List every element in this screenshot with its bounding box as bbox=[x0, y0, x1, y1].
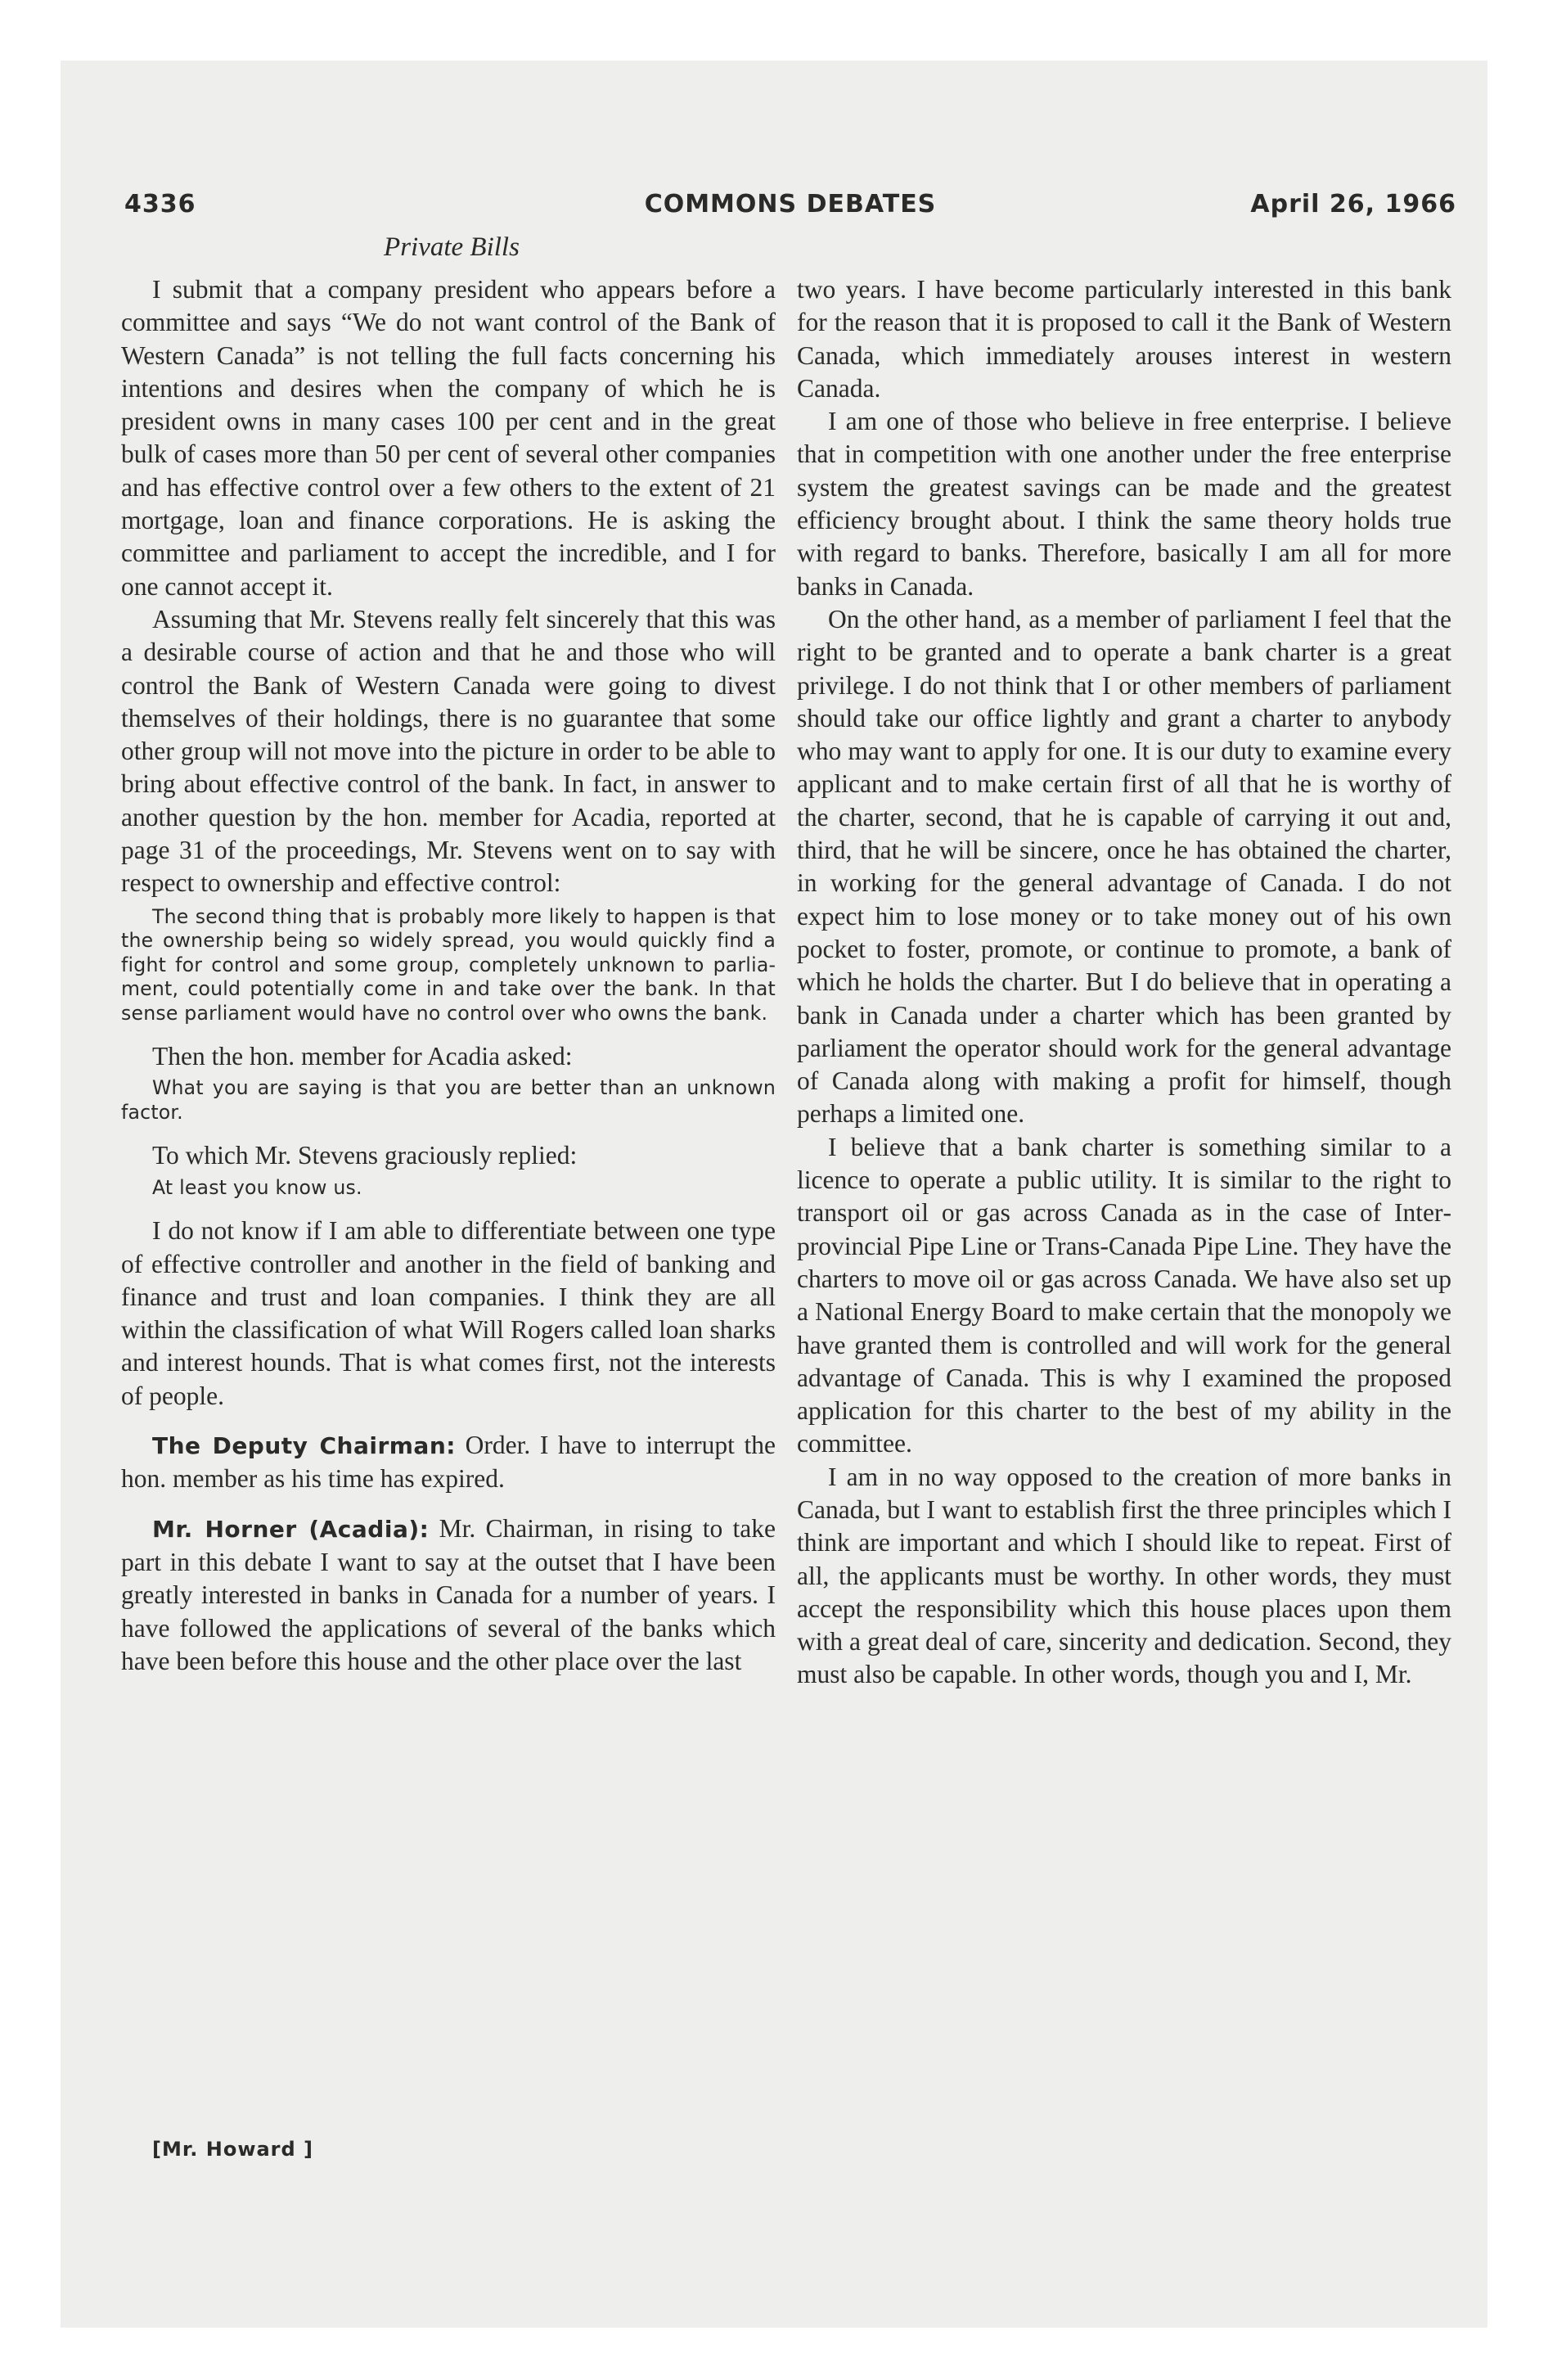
running-header bbox=[124, 190, 1456, 223]
block-quote: What you are saying is that you are better than an unknown factor. bbox=[121, 1076, 776, 1124]
block-quote: At least you know us. bbox=[152, 1175, 362, 1199]
paragraph: two years. I have become particularly interested in this bank for the reason that it is proposed to call it the Bank of Western Canada, which immediately arouses interest in western Canada. bbox=[797, 275, 1451, 403]
paragraph: I do not know if I am able to differentiate between one type of effective controller and another in the field of banking and finance and trust and loan companies. I think they are all within the classification of what Will Rogers called loan sharks and interest hounds. That is what comes first, not the interests of people. bbox=[121, 1216, 776, 1410]
section-title: Private Bills bbox=[384, 232, 520, 262]
paragraph: On the other hand, as a member of parliament I feel that the right to be granted and to operate a bank charter is a great privilege. I do not think that I or other members of parliament should take our office lightly and grant a charter to anybody who may want to apply for one. It is our duty to examine every applicant and to make certain first of all that he is worthy of the charter, second, that he is capable of carrying it out and, third, that he will be sincere, once he has obtained the charter, in working for the general advantage of Canada. I do not expect him to lose money or to take money out of his own pocket to foster, promote, or continue to promote, a bank of which he holds the charter. But I do believe that in operating a bank in Canada under a charter which has been granted by parliament the operator should work for the general advantage of Canada along with making a profit for himself, though perhaps a limited one. bbox=[797, 604, 1451, 1129]
right-column bbox=[797, 273, 1451, 1692]
paragraph: I am in no way opposed to the creation of more banks in Canada, but I want to establish first the three principles which I think are important and which I should like to repeat. First of all, the applicants must be worthy. In other words, they must accept the responsibility which this house places upon them with a great deal of care, sincerity and dedication. Second, they must also be capable. In other words, though you and I, Mr. bbox=[797, 1462, 1451, 1689]
paragraph: Then the hon. member for Acadia asked: bbox=[152, 1042, 573, 1071]
paragraph: I am one of those who believe in free enterprise. I believe that in competition with one another under the free enterprise system the greatest savings can be made and the greatest efficiency brought about. I think the same theory holds true with regard to banks. Therefore, basically I am all for more banks in Canada. bbox=[797, 407, 1451, 601]
paragraph: Assuming that Mr. Stevens really felt sincerely that this was a desirable course of action and that he and those who will control the Bank of Western Canada were going to divest themselves of their holdings, there is no guarantee that some other group will not move into the picture in order to be able to bring about effective control of the bank. In fact, in answer to another question by the hon. member for Acadia, reported at page 31 of the proceedings, Mr. Stevens went on to say with respect to ownership and effective control: bbox=[121, 604, 776, 898]
speaker-name: Mr. Horner (Acadia): bbox=[152, 1515, 430, 1543]
page-number: 4336 bbox=[124, 190, 196, 219]
block-quote: The second thing that is probably more likely to happen is that the ownership being so widely spread, you would quickly find a fight for control and some group, completely unknown to parliament, could potentially come in and take over the bank. In that sense parliament would have no control over who owns the bank. bbox=[121, 904, 776, 1025]
left-column bbox=[121, 273, 776, 1678]
speaker-name: The Deputy Chairman: bbox=[152, 1432, 456, 1460]
speaker-footer: [Mr. Howard ] bbox=[152, 2138, 314, 2161]
speech-text: Order. I have to interrupt the hon. member as his time has expired. bbox=[121, 1431, 776, 1494]
speaker-paragraph bbox=[121, 1429, 776, 1496]
paragraph: I submit that a company president who appears before a committee and says “We do not want control of the Bank of Western Canada” is not telling the full facts concerning his intentions and desires when the company of which he is president owns in many cases 100 per cent and in the great bulk of cases more than 50 per cent of several other companies and has effective control over a few others to the extent of 21 mortgage, loan and finance corporations. He is asking the committee and parliament to accept the incredible, and I for one cannot accept it. bbox=[121, 275, 776, 601]
issue-date: April 26, 1966 bbox=[1250, 190, 1456, 219]
paragraph: To which Mr. Stevens graciously replied: bbox=[152, 1141, 578, 1170]
speaker-paragraph bbox=[121, 1512, 776, 1678]
speech-text: Mr. Chairman, in rising to take part in this debate I want to say at the outset that I have been greatly interested in banks in Canada for a number of years. I have followed the applications of several of the banks which have been before this house and the other place over the last bbox=[121, 1513, 776, 1675]
publication-title: COMMONS DEBATES bbox=[644, 190, 937, 219]
paragraph: I believe that a bank charter is something similar to a licence to operate a public utility. It is similar to the right to transport oil or gas across Canada as in the case of Interprovincial Pipe Line or Trans-Canada Pipe Line. They have the charters to move oil or gas across Canada. We have also set up a National Energy Board to make certain that the monopoly we have granted them is controlled and will work for the general advantage of Canada. This is why I examined the proposed application for this charter to the best of my ability in the committee. bbox=[797, 1132, 1451, 1458]
